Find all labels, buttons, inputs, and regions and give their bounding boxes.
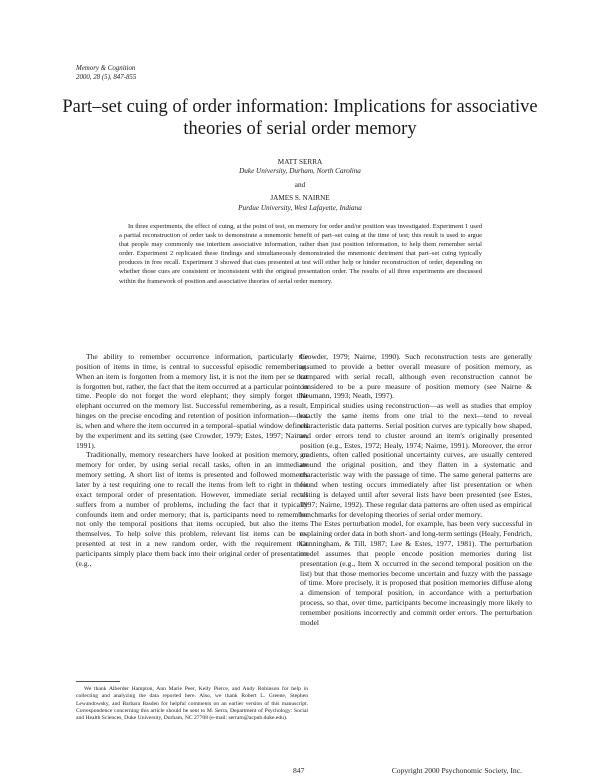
author-note: We thank Alberder Hampton, Ann Marie Peer, Kelly Pierce, and Andy Robinson for help in collecting and analyzing the data reported here. Also, we thank Robert L. Greene, Stephen Lewandowsky, and Barbara Basden for helpful comments on an earlier version of this manuscript. Correspondence concerning this article should be sent to M. Serra, Department of Psychology: Social and Health Sciences, Duke University, Durham, NC 27708 (e-mail: serram@acpub.duke.edu). <box>76 686 308 722</box>
page-number: 847 <box>293 766 305 775</box>
paragraph: Crowder, 1979; Nairne, 1990). Such reconstruction tests are generally assumed to provide a better overall measure of position memory, as compared with serial recall, although even reconstruction cannot be considered to be a pure measure of position memory (see Nairne & Neumann, 1993; Neath, 1997). <box>300 352 532 401</box>
journal-name: Memory & Cognition <box>76 65 136 72</box>
body-column-right <box>300 352 532 628</box>
author-affiliation: Purdue University, West Lafayette, Indiana <box>238 203 362 212</box>
article-title: Part–set cuing of order information: Implications for associative theories of serial order memory <box>62 97 538 139</box>
journal-citation <box>76 65 136 82</box>
author-conjunction: and <box>294 180 306 189</box>
paragraph: The ability to remember occurrence information, particularly the position of items in time, is central to successful episodic remembering. When an item is forgotten from a memory list, it is not the item per se that is forgotten but, rather, the fact that the item occurred at a particular point in time. People do not forget the word elephant; they simply forget that elephant occurred on the memory list. Successful remembering, as a result, hinges on the precise encoding and retention of position information—that is, when and where the item occurred in a temporal–spatial window defined by the experiment and its setting (see Crowder, 1979; Estes, 1997; Nairne, 1991). <box>76 352 308 450</box>
author-name: JAMES S. NAIRNE <box>270 194 330 203</box>
author-block <box>0 158 600 213</box>
author-affiliation: Duke University, Durham, North Carolina <box>239 167 361 176</box>
author-name: MATT SERRA <box>277 158 323 166</box>
paragraph: Traditionally, memory researchers have looked at position memory, or memory for order, by using serial recall tasks, often in an immediate memory setting. A short list of items is presented and followed moments later by a test requiring one to recall the items from left to right in their exact temporal order of presentation. However, immediate serial recall suffers from a number of problems, including the fact that it typically confounds item and order memory; that is, participants need to remember not only the temporal positions that items occupied, but also the items themselves. To help solve this problem, relevant list items can be re-presented at test in a new random order, with the requirement that participants simply place them back into their original order of presentation (e.g., <box>76 450 308 568</box>
copyright-notice: Copyright 2000 Psychonomic Society, Inc. <box>391 766 522 775</box>
body-column-left <box>76 352 308 569</box>
paragraph: The Estes perturbation model, for example, has been very successful in explaining order data in both short- and long-term settings (Healy, Fendrich, Cunningham, & Till, 1987; Lee & Estes, 1977, 1981). The perturbation model assumes that people encode position memories during list presentation (e.g., Item X occurred in the second temporal position on the list) but that those memories become uncertain and fuzzy with the passage of time. More precisely, it is proposed that position memories diffuse along a dimension of temporal position, in accordance with a perturbation process, so that, over time, participants become increasingly more likely to remember positions incorrectly and commit order errors. The perturbation model <box>300 519 532 627</box>
paragraph: Empirical studies using reconstruction—as well as studies that employ exactly the same items from one trial to the next—tend to reveal characteristic data patterns. Serial position curves are typically bow shaped, and order errors tend to cluster around an item's originally presented position (e.g., Estes, 1972; Healy, 1974; Nairne, 1991). Moreover, the error gradients, often called positional uncertainty curves, are usually centered around the original position, and they flatten in a systematic and characteristic way with the passage of time. The same general patterns are found when testing occurs immediately after list presentation or when testing is delayed until after several lists have been presented (see Estes, 1997; Nairne, 1992). These regular data patterns are often used as empirical benchmarks for developing theories of serial order memory. <box>300 401 532 519</box>
abstract: In three experiments, the effect of cuing, at the point of test, on memory for order and/or position was investigated. Experiment 1 used a partial reconstruction of order task to demonstrate a mnemonic benefit of part–set cuing at the time of test; this result is used to argue that people may commonly use interitem associative information, rather than just position information, to help them remember serial order. Experiment 2 replicated these findings and simultaneously demonstrated the mnemonic detriment that part–set cuing typically produces in free recall. Experiment 3 showed that cues presented at test will either help or hinder reconstruction of order, depending on whether those cues are consistent or inconsistent with the original presentation order. The results of all three experiments are discussed within the framework of position and associative theories of serial order memory. <box>119 223 482 285</box>
footnote-divider <box>76 681 120 682</box>
journal-volume: 2000, 28 (5), 847-855 <box>76 73 137 81</box>
